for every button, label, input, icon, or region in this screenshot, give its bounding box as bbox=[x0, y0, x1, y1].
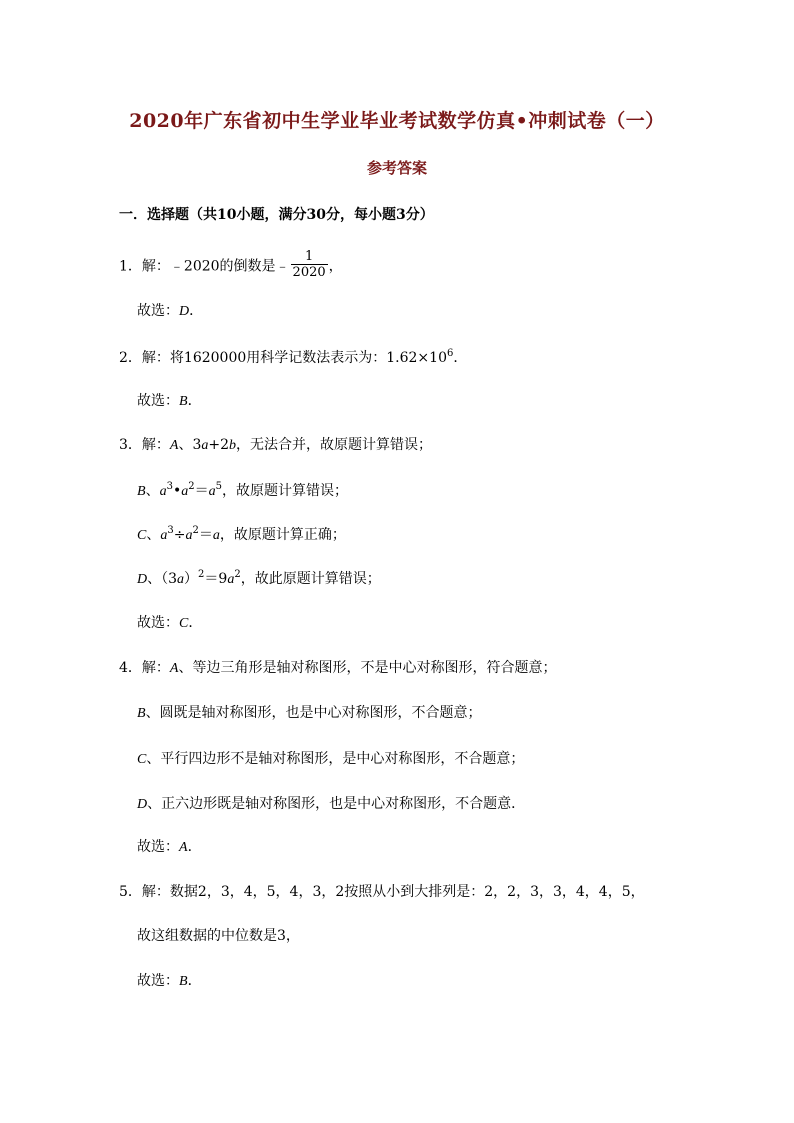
q5-solution-line-1: 5．解：数据2，3，4，5，4，3，2按照从小到大排列是：2，2，3，3，4，4，5， bbox=[119, 884, 645, 900]
q3-option-b: B、$a^3•a^2=a^5$，故原题计算错误； bbox=[137, 481, 348, 499]
page-title: 2020年广东省初中生学业毕业考试数学仿真•冲刺试卷（一） bbox=[129, 110, 665, 132]
q1-solution: 1．解：﹣2020的倒数是﹣ $\frac{1}{2020}$ ， bbox=[119, 249, 343, 280]
section-heading: 一．选择题（共10小题，满分30分，每小题3分） bbox=[119, 207, 434, 223]
q1-fraction: $\frac{1}{2020}$ bbox=[292, 249, 326, 280]
q3-answer: 故选：C． bbox=[137, 615, 203, 631]
q4-answer: 故选：A． bbox=[137, 839, 202, 855]
q3-option-a: 3．解：A、3a+2b，无法合并，故原题计算错误； bbox=[119, 437, 433, 453]
page-subtitle: 参考答案 bbox=[366, 159, 427, 177]
q5-answer: 故选：B． bbox=[137, 973, 202, 989]
q3-option-c: C、$a^3\div a^2=a$，故原题计算正确； bbox=[137, 525, 346, 543]
q4-option-b: B、圆既是轴对称图形，也是中心对称图形，不合题意； bbox=[137, 705, 482, 721]
q4-option-c: C、平行四边形不是轴对称图形，是中心对称图形，不合题意； bbox=[137, 751, 525, 767]
q4-option-d: D、正六边形既是轴对称图形，也是中心对称图形，不合题意． bbox=[137, 796, 526, 812]
q3-option-d: D、$(3a)^2=9a^2$，故此原题计算错误； bbox=[137, 569, 381, 587]
q2-answer: 故选：B． bbox=[137, 393, 202, 409]
q4-option-a: 4．解：A、等边三角形是轴对称图形，不是中心对称图形，符合题意； bbox=[119, 660, 557, 676]
q5-solution-line-2: 故这组数据的中位数是3， bbox=[137, 928, 300, 944]
q1-answer: 故选：D． bbox=[137, 303, 204, 319]
q2-solution: 2．解：将1620000用科学记数法表示为：$1.62\times 10^6$． bbox=[119, 348, 468, 366]
